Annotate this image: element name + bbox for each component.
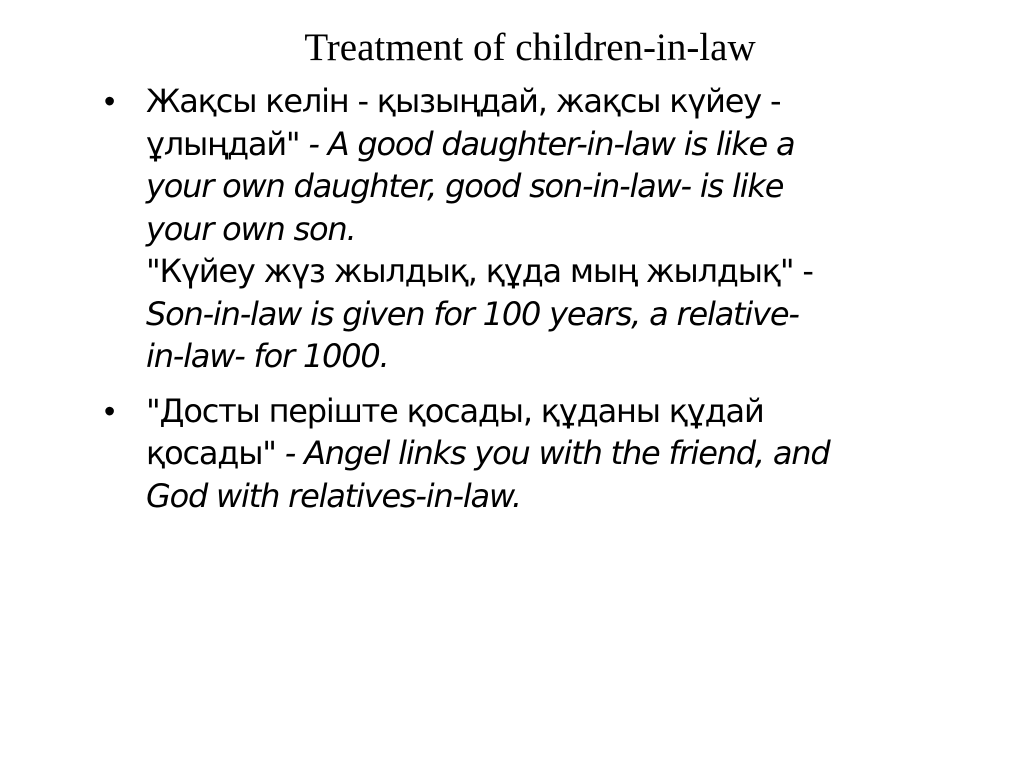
english-text: your own son. [146,209,356,248]
english-text: - A good daughter-in-law is like a [308,124,795,163]
english-text: Son-in-law is given for 100 years, a relative- [146,294,799,333]
text-line [146,165,934,208]
text-line [146,208,934,251]
text-line [146,390,934,433]
english-text: God with relatives-in-law. [146,476,521,515]
english-text: - Angel links you with the friend, and [284,434,830,472]
bullet-marker: • [104,83,115,119]
bullet-list [104,80,934,529]
text-line [146,123,934,166]
text-line [146,250,934,293]
english-text: your own daughter, good son-in-law- is like [146,167,784,205]
bullet-item-1 [104,80,934,378]
kazakh-text: қосады" [146,434,285,472]
bullet-marker: • [104,392,115,429]
kazakh-text: "Досты періште қосады, құданы құдай [146,391,764,430]
slide-title: Treatment of children-in-law [304,26,756,69]
text-line [146,335,934,378]
text-line [146,293,934,336]
kazakh-text: "Күйеу жүз жылдық, құда мың жылдық" - [146,252,813,290]
bullet-item-2 [104,390,934,518]
english-text: in-law- for 1000. [146,337,389,375]
text-line [146,475,934,518]
text-line [146,80,934,123]
kazakh-text: Жақсы келін - қызыңдай, жақсы күйеу - [146,82,781,120]
text-line [146,432,934,475]
kazakh-text: ұлыңдай" [146,124,309,163]
